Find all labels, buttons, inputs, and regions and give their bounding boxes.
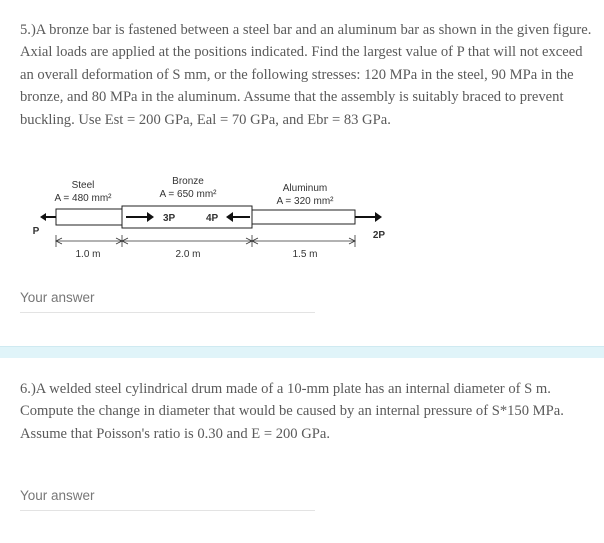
axial-load-figure — [0, 160, 420, 270]
bronze-label: Bronze — [172, 176, 204, 187]
steel-label: Steel — [71, 180, 95, 191]
bronze-area-label: A = 650 mm² — [159, 189, 217, 200]
answer-label-6[interactable]: Your answer — [20, 488, 95, 503]
load-2p-arrowhead — [375, 212, 382, 222]
load-3p-label: 3P — [163, 213, 176, 224]
question-card-6 — [0, 358, 604, 543]
length-aluminum-label: 1.5 m — [292, 249, 318, 260]
length-steel-label: 1.0 m — [75, 249, 101, 260]
question-text-6: 6.)A welded steel cylindrical drum made of a 10-mm plate has an internal diameter of S m. Compute the change in diameter that would be caused by an internal pressure of S*150 MPa. Assume that Poisson's ratio is 0.30 and E = 200 GPa. — [20, 381, 564, 442]
answer-input-6[interactable] — [20, 510, 315, 511]
aluminum-bar — [252, 210, 355, 224]
load-p-label: P — [32, 226, 40, 237]
steel-bar — [56, 209, 122, 225]
steel-area-label: A = 480 mm² — [54, 193, 112, 204]
load-2p-label: 2P — [372, 230, 386, 241]
load-p-arrowhead — [40, 213, 46, 221]
load-4p-label: 4P — [206, 213, 219, 224]
answer-label-5[interactable]: Your answer — [20, 290, 95, 305]
aluminum-label: Aluminum — [282, 183, 328, 194]
question-text-5: 5.)A bronze bar is fastened between a steel bar and an aluminum bar as shown in the given figure. Axial loads are applied at the positions indicated. Find the largest value of P that will not exceed an overall deformation of S mm, or the following stresses: 120 MPa in the steel, 90 MPa in the bronze, and 80 MPa in the aluminum. Assume that the assembly is suitably braced to prevent buckling. Use Est = 200 GPa, Eal = 70 GPa, and Ebr = 83 GPa. — [20, 22, 592, 128]
length-bronze-label: 2.0 m — [175, 249, 201, 260]
aluminum-area-label: A = 320 mm² — [276, 196, 334, 207]
answer-input-5[interactable] — [20, 312, 315, 313]
